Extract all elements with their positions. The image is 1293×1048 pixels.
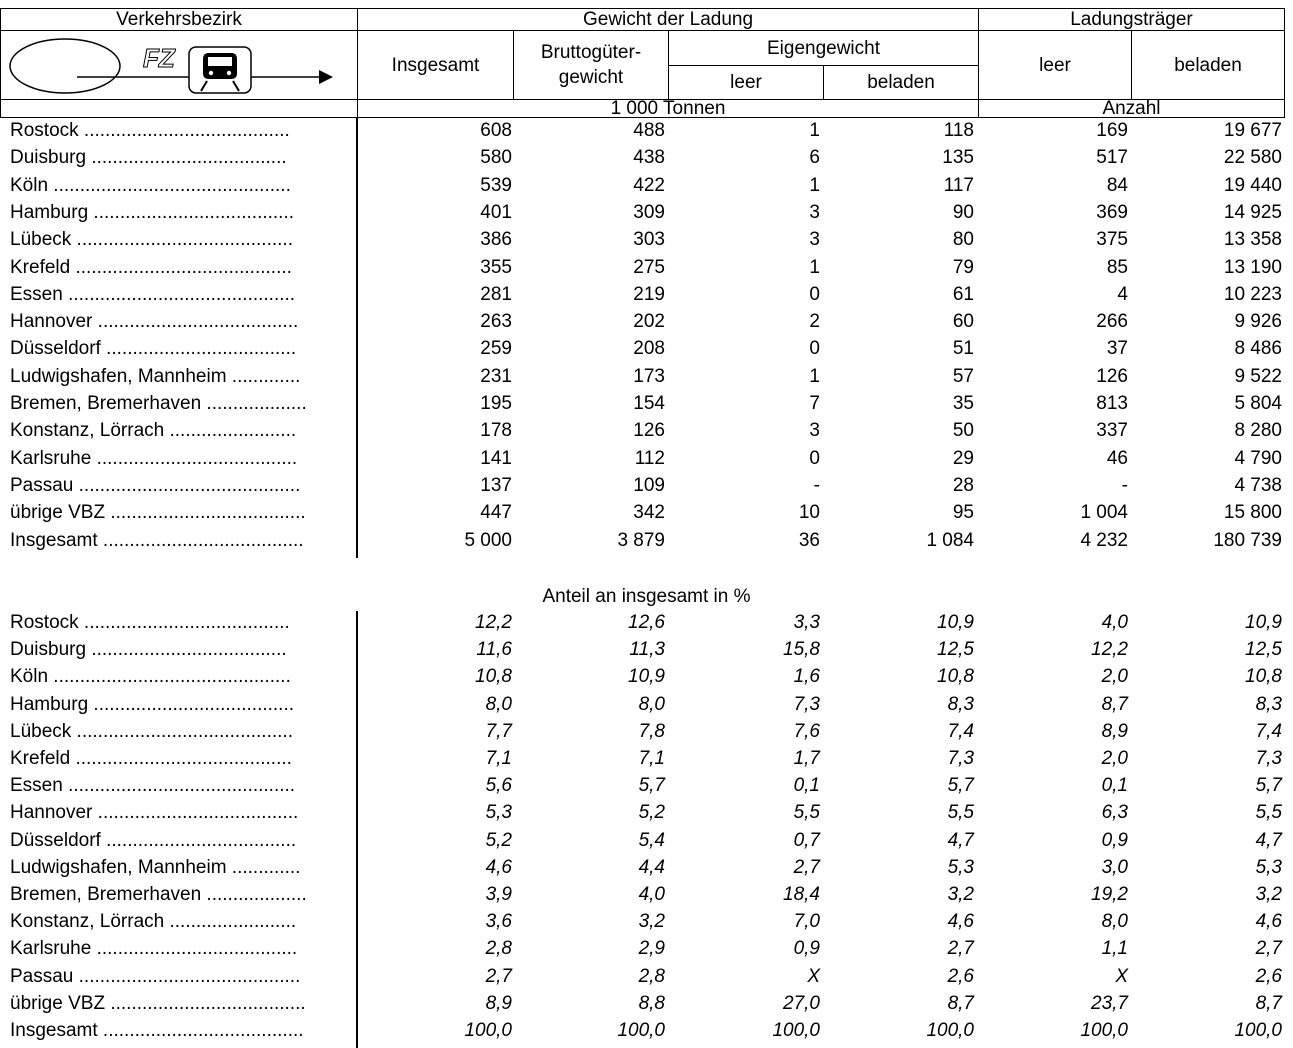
- cell-value: 2,7: [947, 938, 974, 960]
- table-row: [0, 528, 1293, 554]
- cell-value: 10,8: [937, 666, 974, 688]
- cell-value: 266: [1096, 311, 1128, 333]
- row-label: Hamburg ......................................: [10, 693, 295, 715]
- cell-value: 109: [633, 474, 665, 496]
- cell-value: 4: [1117, 283, 1128, 305]
- cell-value: 19,2: [1091, 884, 1128, 905]
- cell-value: 12,6: [628, 612, 665, 633]
- cell-value: 18,4: [783, 884, 820, 905]
- table-row: [0, 855, 1293, 881]
- cell-value: 2,7: [485, 965, 512, 987]
- row-label: Köln .............................................: [10, 666, 291, 688]
- table-row: [0, 909, 1293, 935]
- cell-value: 231: [480, 365, 512, 387]
- cell-value: 4,4: [638, 856, 665, 878]
- row-label: Köln .............................................: [10, 174, 291, 196]
- cell-value: 3: [809, 420, 820, 442]
- cell-value: 2,9: [638, 938, 665, 960]
- cell-value: 7,4: [1255, 720, 1282, 742]
- cell-value: 7,1: [485, 748, 512, 769]
- cell-value: 0,1: [793, 775, 820, 797]
- cell-value: X: [807, 965, 820, 987]
- cell-value: 1: [809, 120, 820, 141]
- cell-value: 0: [809, 447, 820, 469]
- row-label: Ludwigshafen, Mannheim .............: [10, 365, 301, 387]
- cell-value: 2,6: [1255, 965, 1282, 987]
- cell-value: 8,3: [947, 693, 974, 715]
- cell-value: 95: [952, 502, 974, 524]
- cell-value: 4,6: [1255, 911, 1282, 933]
- cell-value: 126: [633, 420, 665, 442]
- table-row: [0, 364, 1293, 390]
- cell-value: 12,2: [475, 612, 512, 633]
- table-row: [0, 610, 1293, 636]
- table-row: [0, 309, 1293, 335]
- cell-value: 337: [1096, 420, 1128, 442]
- cell-value: 3,9: [485, 884, 512, 905]
- cell-value: -: [1121, 474, 1128, 496]
- cell-value: 3: [809, 201, 820, 223]
- cell-value: 12,5: [937, 639, 974, 661]
- cell-value: 10,8: [1245, 666, 1282, 688]
- table-row: [0, 964, 1293, 990]
- table-row: [0, 336, 1293, 362]
- cell-value: 0,1: [1101, 775, 1128, 797]
- cell-value: 1,1: [1101, 938, 1128, 960]
- header-eigengewicht: Eigengewicht: [668, 30, 979, 66]
- cell-value: 19 677: [1223, 120, 1282, 141]
- cell-value: 3 879: [617, 529, 665, 551]
- cell-value: 7,3: [793, 693, 820, 715]
- cell-value: 5,4: [638, 829, 665, 851]
- cell-value: 8,7: [947, 992, 974, 1014]
- cell-value: 5,7: [638, 775, 665, 797]
- cell-value: 51: [952, 338, 974, 360]
- table-header: [0, 0, 1293, 118]
- cell-value: 10,9: [937, 612, 974, 633]
- cell-value: 84: [1106, 174, 1128, 196]
- row-label: Konstanz, Lörrach ........................: [10, 420, 297, 442]
- cell-value: 100,0: [772, 1020, 820, 1041]
- table-row: [0, 473, 1293, 499]
- header-eigen-leer: leer: [668, 65, 824, 100]
- row-label: Bremen, Bremerhaven ...................: [10, 393, 307, 414]
- cell-value: 141: [480, 447, 512, 469]
- cell-value: 813: [1096, 393, 1128, 414]
- cell-value: 447: [480, 502, 512, 524]
- cell-value: 202: [633, 311, 665, 333]
- table-row: [0, 719, 1293, 745]
- cell-value: 5,2: [485, 829, 512, 851]
- cell-value: 1: [809, 365, 820, 387]
- cell-value: 1,6: [793, 666, 820, 688]
- cell-value: 1: [809, 256, 820, 278]
- cell-value: 3: [809, 229, 820, 251]
- cell-value: 137: [480, 474, 512, 496]
- cell-value: 2: [809, 311, 820, 333]
- table-row: [0, 118, 1293, 144]
- cell-value: 580: [480, 147, 512, 169]
- cell-value: 12,2: [1091, 639, 1128, 661]
- cell-value: 5,5: [793, 802, 820, 824]
- table-row: [0, 692, 1293, 718]
- cell-value: 100,0: [617, 1020, 665, 1041]
- table-row: [0, 145, 1293, 171]
- cell-value: 8,7: [1255, 992, 1282, 1014]
- row-label: Karlsruhe ......................................: [10, 938, 298, 960]
- header-brutto-line2: gewicht: [558, 67, 624, 88]
- cell-value: 3,3: [793, 612, 820, 633]
- cell-value: 3,2: [947, 884, 974, 905]
- table-row: [0, 255, 1293, 281]
- cell-value: 4 790: [1234, 447, 1282, 469]
- cell-value: 7,3: [1255, 748, 1282, 769]
- table-row: [0, 418, 1293, 444]
- row-label: übrige VBZ .....................................: [10, 992, 306, 1014]
- cell-value: 4 232: [1080, 529, 1128, 551]
- cell-value: 8,7: [1101, 693, 1128, 715]
- cell-value: 1 004: [1080, 502, 1128, 524]
- cell-value: 2,0: [1101, 748, 1128, 769]
- cell-value: 8,9: [1101, 720, 1128, 742]
- header-lt-leer: leer: [978, 30, 1132, 100]
- logo-cell: [0, 30, 358, 100]
- cell-value: 180 739: [1213, 529, 1282, 551]
- cell-value: 7,8: [638, 720, 665, 742]
- header-eigen-beladen: beladen: [823, 65, 979, 100]
- cell-value: 438: [633, 147, 665, 169]
- table-row: [0, 637, 1293, 663]
- row-label: Insgesamt ......................................: [10, 1020, 304, 1041]
- cell-value: 27,0: [783, 992, 820, 1014]
- unit-anzahl: Anzahl: [978, 99, 1285, 118]
- row-label: Krefeld .........................................: [10, 748, 292, 769]
- table-row: [0, 936, 1293, 962]
- cell-value: 35: [952, 393, 974, 414]
- row-label: Bremen, Bremerhaven ...................: [10, 884, 307, 905]
- cell-value: 275: [633, 256, 665, 278]
- table-row: [0, 828, 1293, 854]
- cell-value: 401: [480, 201, 512, 223]
- cell-value: 5,5: [947, 802, 974, 824]
- cell-value: 117: [943, 174, 974, 196]
- row-label: Krefeld .........................................: [10, 256, 292, 278]
- svg-text:FZ: FZ: [143, 43, 175, 73]
- header-ladungstraeger-group: Ladungsträger: [978, 8, 1285, 31]
- cell-value: 9 522: [1234, 365, 1282, 387]
- cell-value: 4,0: [638, 884, 665, 905]
- cell-value: 0: [809, 283, 820, 305]
- row-label: Ludwigshafen, Mannheim .............: [10, 856, 301, 878]
- cell-value: 369: [1096, 201, 1128, 223]
- cell-value: 80: [952, 229, 974, 251]
- row-label: Passau ..........................................: [10, 965, 301, 987]
- cell-value: 8,8: [638, 992, 665, 1014]
- table-row: [0, 773, 1293, 799]
- cell-value: 386: [480, 229, 512, 251]
- cell-value: 4,6: [485, 856, 512, 878]
- cell-value: 4,0: [1101, 612, 1128, 633]
- cell-value: 46: [1106, 447, 1128, 469]
- cell-value: 4,7: [947, 829, 974, 851]
- header-insgesamt: Insgesamt: [357, 30, 514, 100]
- cell-value: 11,3: [629, 639, 665, 661]
- table-row: [0, 882, 1293, 908]
- cell-value: 154: [633, 393, 665, 414]
- row-label: Karlsruhe ......................................: [10, 447, 298, 469]
- cell-value: 15,8: [783, 639, 820, 661]
- row-label: Hannover ......................................: [10, 802, 299, 824]
- cell-value: 22 580: [1223, 147, 1282, 169]
- cell-value: 2,0: [1101, 666, 1128, 688]
- cell-value: 100,0: [464, 1020, 512, 1041]
- cell-value: 3,6: [485, 911, 512, 933]
- cell-value: 6,3: [1101, 802, 1128, 824]
- row-label: Hamburg ......................................: [10, 201, 295, 223]
- table-row: [0, 1018, 1293, 1044]
- cell-value: 61: [952, 283, 974, 305]
- cell-value: 19 440: [1223, 174, 1282, 196]
- cell-value: 7,1: [638, 748, 665, 769]
- cell-value: 2,7: [1255, 938, 1282, 960]
- cell-value: 4 738: [1234, 474, 1282, 496]
- cell-value: 8,0: [638, 693, 665, 715]
- cell-value: 195: [480, 393, 512, 414]
- cell-value: 5 804: [1234, 393, 1282, 414]
- cell-value: 4,6: [947, 911, 974, 933]
- header-verkehrsbezirk: Verkehrsbezirk: [0, 8, 358, 31]
- row-label: Hannover ......................................: [10, 311, 299, 333]
- cell-value: 488: [633, 120, 665, 141]
- cell-value: 1: [809, 174, 820, 196]
- transport-logo-icon: [7, 37, 353, 95]
- cell-value: 219: [633, 283, 665, 305]
- cell-value: 5,3: [947, 856, 974, 878]
- cell-value: 126: [1096, 365, 1128, 387]
- cell-value: 37: [1106, 338, 1128, 360]
- header-lt-beladen: beladen: [1131, 30, 1285, 100]
- cell-value: 5,3: [1255, 856, 1282, 878]
- row-label: Düsseldorf ....................................: [10, 338, 297, 360]
- table-row: [0, 446, 1293, 472]
- cell-value: 169: [1096, 120, 1128, 141]
- cell-value: 7,3: [947, 748, 974, 769]
- cell-value: 2,7: [793, 856, 820, 878]
- cell-value: 0: [809, 338, 820, 360]
- cell-value: 375: [1096, 229, 1128, 251]
- cell-value: 0,9: [1101, 829, 1128, 851]
- cell-value: 29: [952, 447, 974, 469]
- cell-value: 178: [480, 420, 512, 442]
- cell-value: 90: [952, 201, 974, 223]
- table-row: [0, 746, 1293, 772]
- header-brutto: [513, 30, 669, 100]
- unit-tonnen: 1 000 Tonnen: [357, 99, 979, 118]
- cell-value: 539: [480, 174, 512, 196]
- table-row: [0, 200, 1293, 226]
- cell-value: 8,3: [1255, 693, 1282, 715]
- cell-value: 3,0: [1101, 856, 1128, 878]
- row-label: Konstanz, Lörrach ........................: [10, 911, 297, 933]
- cell-value: 8,0: [485, 693, 512, 715]
- cell-value: 355: [480, 256, 512, 278]
- cell-value: 10,9: [1245, 612, 1282, 633]
- row-label: Lübeck .........................................: [10, 229, 293, 251]
- cell-value: 8,0: [1101, 911, 1128, 933]
- row-label: Duisburg .....................................: [10, 147, 287, 169]
- cell-value: 13 190: [1223, 256, 1282, 278]
- header-brutto-line1: Bruttogüter-: [540, 42, 642, 63]
- cell-value: 7,0: [793, 911, 820, 933]
- cell-value: 5 000: [464, 529, 512, 551]
- cell-value: 12,5: [1245, 639, 1282, 661]
- cell-value: 5,7: [947, 775, 974, 797]
- table-row: [0, 991, 1293, 1017]
- row-label: Essen ...........................................: [10, 283, 296, 305]
- cell-value: 100,0: [1234, 1020, 1282, 1041]
- cell-value: 5,2: [638, 802, 665, 824]
- table-row: [0, 664, 1293, 690]
- cell-value: 13 358: [1223, 229, 1282, 251]
- cell-value: 342: [633, 502, 665, 524]
- cell-value: 85: [1106, 256, 1128, 278]
- cell-value: 5,5: [1255, 802, 1282, 824]
- cell-value: 303: [633, 229, 665, 251]
- cell-value: 2,6: [947, 965, 974, 987]
- cell-value: 5,7: [1255, 775, 1282, 797]
- cell-value: 0,7: [793, 829, 820, 851]
- cell-value: 50: [952, 420, 974, 442]
- cell-value: 1 084: [926, 529, 974, 551]
- cell-value: 4,7: [1255, 829, 1282, 851]
- row-label: Düsseldorf ....................................: [10, 829, 297, 851]
- table-row: [0, 500, 1293, 526]
- cell-value: 517: [1096, 147, 1128, 169]
- cell-value: 5,3: [485, 802, 512, 824]
- cell-value: X: [1115, 965, 1128, 987]
- cell-value: 100,0: [1080, 1020, 1128, 1041]
- cell-value: 36: [798, 529, 820, 551]
- cell-value: 118: [943, 120, 974, 141]
- table-row: [0, 227, 1293, 253]
- row-label: Lübeck .........................................: [10, 720, 293, 742]
- cell-value: 79: [952, 256, 974, 278]
- table-row: [0, 800, 1293, 826]
- cell-value: 10 223: [1223, 283, 1282, 305]
- row-label: Passau ..........................................: [10, 474, 301, 496]
- row-label: übrige VBZ .....................................: [10, 502, 306, 524]
- header-gewicht-group: Gewicht der Ladung: [357, 8, 979, 31]
- cell-value: -: [813, 474, 820, 496]
- cell-value: 9 926: [1234, 311, 1282, 333]
- cell-value: 7,7: [485, 720, 512, 742]
- cell-value: 7,6: [793, 720, 820, 742]
- table-row: [0, 173, 1293, 199]
- cell-value: 60: [952, 311, 974, 333]
- cell-value: 7: [809, 393, 820, 414]
- cell-value: 173: [633, 365, 665, 387]
- row-label: Essen ...........................................: [10, 775, 296, 797]
- cell-value: 11,6: [476, 639, 512, 661]
- cell-value: 135: [942, 147, 974, 169]
- cell-value: 608: [480, 120, 512, 141]
- cell-value: 309: [633, 201, 665, 223]
- cell-value: 23,7: [1091, 992, 1128, 1014]
- cell-value: 8 280: [1234, 420, 1282, 442]
- cell-value: 15 800: [1223, 502, 1282, 524]
- cell-value: 3,2: [638, 911, 665, 933]
- cell-value: 14 925: [1223, 201, 1282, 223]
- table-row: [0, 391, 1293, 417]
- row-label: Rostock .......................................: [10, 612, 290, 633]
- cell-value: 0,9: [793, 938, 820, 960]
- cell-value: 422: [633, 174, 665, 196]
- cell-value: 10,9: [628, 666, 665, 688]
- row-label: Insgesamt ......................................: [10, 529, 304, 551]
- cell-value: 6: [809, 147, 820, 169]
- table-row: [0, 282, 1293, 308]
- cell-value: 1,7: [793, 748, 820, 769]
- cell-value: 2,8: [485, 938, 512, 960]
- cell-value: 100,0: [926, 1020, 974, 1041]
- cell-value: 112: [634, 447, 665, 469]
- cell-value: 259: [480, 338, 512, 360]
- cell-value: 7,4: [947, 720, 974, 742]
- row-label: Duisburg .....................................: [10, 639, 287, 661]
- cell-value: 5,6: [485, 775, 512, 797]
- header-empty-unit: [0, 99, 358, 118]
- cell-value: 3,2: [1255, 884, 1282, 905]
- cell-value: 10: [798, 502, 820, 524]
- cell-value: 263: [480, 311, 512, 333]
- cell-value: 2,8: [638, 965, 665, 987]
- cell-value: 28: [952, 474, 974, 496]
- cell-value: 281: [480, 283, 512, 305]
- cell-value: 57: [952, 365, 974, 387]
- row-label: Rostock .......................................: [10, 120, 290, 141]
- cell-value: 8,9: [485, 992, 512, 1014]
- cell-value: 208: [633, 338, 665, 360]
- cell-value: 10,8: [475, 666, 512, 688]
- section-title-percent: Anteil an insgesamt in %: [542, 586, 751, 607]
- cell-value: 8 486: [1234, 338, 1282, 360]
